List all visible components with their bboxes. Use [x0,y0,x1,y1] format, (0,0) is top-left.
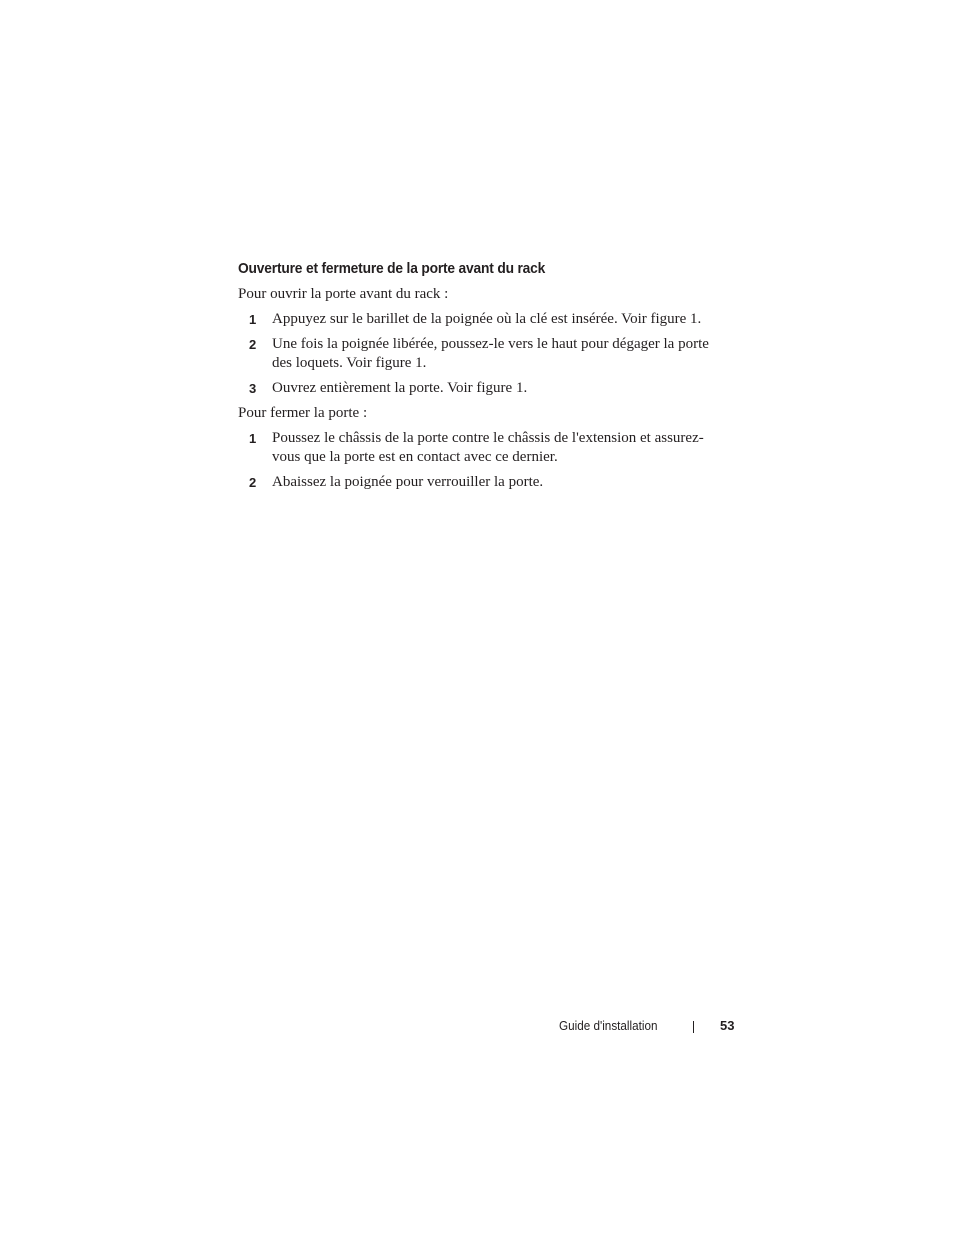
step-text: Poussez le châssis de la porte contre le châssis de l'extension et assurez-vous que la porte est en contact avec ce dernier. [272,430,704,465]
close-intro: Pour fermer la porte : [238,405,368,421]
open-step [238,335,727,373]
section-heading: Ouverture et fermeture de la porte avant du rack [238,260,546,277]
step-number: 3 [249,381,257,396]
step-number: 1 [249,312,257,327]
step-number: 2 [249,337,257,352]
step-text: Ouvrez entièrement la porte. Voir figure 1. [272,380,528,396]
close-step [238,473,727,492]
close-step [238,429,727,467]
page-content [238,258,738,498]
page-number: 53 [720,1017,735,1033]
step-text: Abaissez la poignée pour verrouiller la porte. [272,474,544,490]
footer-title: Guide d'installation [559,1017,658,1033]
footer-separator [693,1021,694,1033]
open-intro: Pour ouvrir la porte avant du rack : [238,286,449,302]
open-step [238,310,727,329]
step-text: Appuyez sur le barillet de la poignée où la clé est insérée. Voir figure 1. [272,311,702,327]
step-number: 1 [249,431,257,446]
page-footer [559,1014,734,1036]
open-step [238,379,727,398]
step-text: Une fois la poignée libérée, poussez-le vers le haut pour dégager la porte des loquets. Voir figure 1. [272,336,709,371]
step-number: 2 [249,475,257,490]
open-steps-list [238,310,738,398]
close-steps-list [238,429,738,492]
